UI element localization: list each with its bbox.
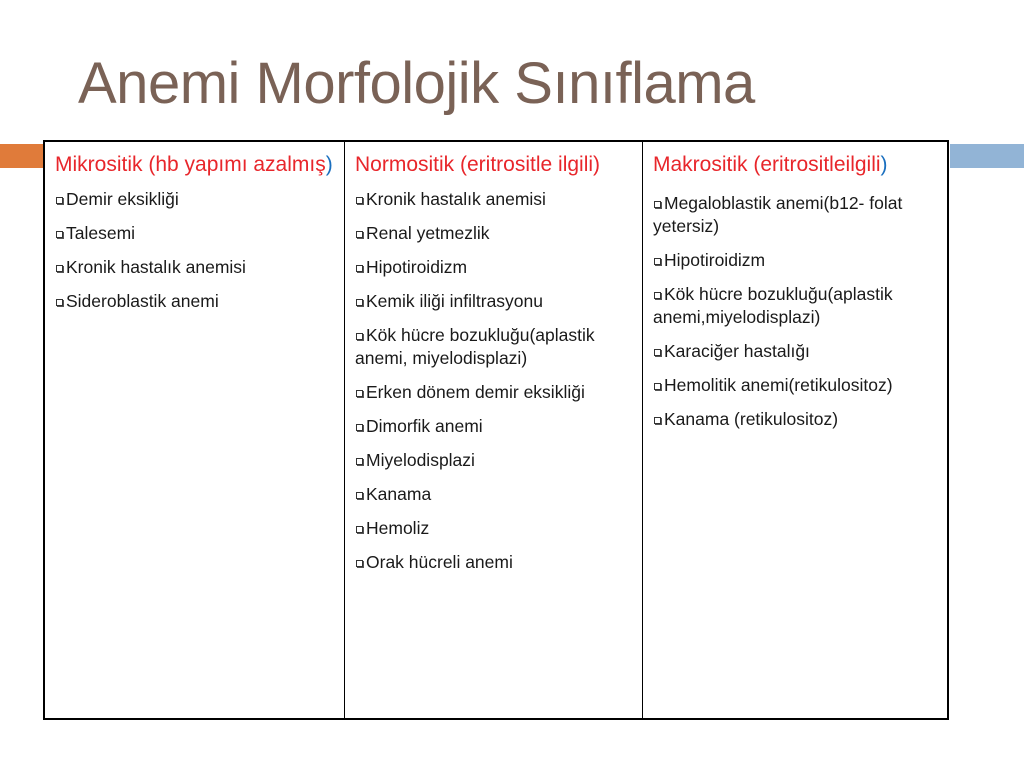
item-list	[653, 192, 939, 431]
list-item	[355, 290, 634, 313]
list-item-text: Hemoliz	[366, 518, 430, 538]
square-bullet-icon	[356, 390, 363, 397]
column-heading	[653, 150, 939, 180]
square-bullet-icon	[654, 292, 661, 299]
list-item-text: Kronik hastalık anemisi	[66, 257, 246, 277]
list-item-text: Kronik hastalık anemisi	[366, 189, 546, 209]
list-item-text: Demir eksikliği	[66, 189, 179, 209]
list-item-text: Erken dönem demir eksikliği	[366, 382, 585, 402]
list-item-text: Hemolitik anemi(retikulositoz)	[664, 375, 893, 395]
column-normositik	[345, 142, 643, 718]
square-bullet-icon	[356, 560, 363, 567]
list-item	[55, 256, 336, 279]
square-bullet-icon	[56, 231, 63, 238]
column-heading-paren: )	[325, 153, 333, 176]
list-item	[653, 249, 939, 272]
list-item	[355, 415, 634, 438]
column-heading-text: Makrositik (eritrositleilgili	[653, 153, 881, 176]
column-heading-text: Normositik (eritrositle ilgili)	[355, 153, 601, 176]
slide-title: Anemi Morfolojik Sınıflama	[78, 51, 755, 116]
square-bullet-icon	[356, 333, 363, 340]
square-bullet-icon	[56, 299, 63, 306]
list-item-text: Kemik iliği infiltrasyonu	[366, 291, 544, 311]
square-bullet-icon	[356, 424, 363, 431]
list-item	[355, 483, 634, 506]
decorative-band-right	[950, 144, 1024, 168]
column-heading-text: Mikrositik (hb yapımı azalmış	[55, 153, 326, 176]
list-item	[355, 381, 634, 404]
list-item-text: Karaciğer hastalığı	[664, 341, 810, 361]
square-bullet-icon	[654, 201, 661, 208]
list-item	[55, 188, 336, 211]
list-item	[355, 324, 634, 370]
list-item	[55, 290, 336, 313]
list-item-text: Hipotiroidizm	[366, 257, 468, 277]
list-item-text: Talesemi	[66, 223, 136, 243]
square-bullet-icon	[654, 417, 661, 424]
column-heading	[355, 150, 634, 180]
list-item-text: Dimorfik anemi	[366, 416, 483, 436]
list-item	[653, 374, 939, 397]
square-bullet-icon	[654, 383, 661, 390]
list-item	[355, 188, 634, 211]
item-list	[355, 188, 634, 574]
list-item	[653, 340, 939, 363]
square-bullet-icon	[356, 299, 363, 306]
column-mikrositik	[45, 142, 345, 718]
square-bullet-icon	[356, 526, 363, 533]
list-item-text: Hipotiroidizm	[664, 250, 766, 270]
list-item-text: Kök hücre bozukluğu(aplastik anemi,miyelodisplazi)	[653, 284, 893, 327]
list-item	[355, 256, 634, 279]
list-item	[653, 283, 939, 329]
list-item	[355, 222, 634, 245]
list-item-text: Miyelodisplazi	[366, 450, 475, 470]
list-item	[355, 551, 634, 574]
list-item	[653, 192, 939, 238]
list-item-text: Sideroblastik anemi	[66, 291, 219, 311]
square-bullet-icon	[654, 349, 661, 356]
column-heading-paren: )	[880, 153, 888, 176]
list-item-text: Kök hücre bozukluğu(aplastik anemi, miyelodisplazi)	[355, 325, 595, 368]
square-bullet-icon	[56, 265, 63, 272]
list-item-text: Renal yetmezlik	[366, 223, 490, 243]
list-item	[653, 408, 939, 431]
square-bullet-icon	[356, 458, 363, 465]
item-list	[55, 188, 336, 313]
column-makrositik	[643, 142, 947, 718]
column-heading	[55, 150, 336, 180]
list-item-text: Kanama	[366, 484, 432, 504]
list-item-text: Megaloblastik anemi(b12- folat yetersiz)	[653, 193, 903, 236]
square-bullet-icon	[356, 197, 363, 204]
square-bullet-icon	[356, 265, 363, 272]
classification-table	[43, 140, 949, 720]
square-bullet-icon	[356, 492, 363, 499]
square-bullet-icon	[356, 231, 363, 238]
square-bullet-icon	[654, 258, 661, 265]
square-bullet-icon	[56, 197, 63, 204]
list-item-text: Orak hücreli anemi	[366, 552, 513, 572]
list-item	[355, 517, 634, 540]
list-item	[55, 222, 336, 245]
list-item	[355, 449, 634, 472]
list-item-text: Kanama (retikulositoz)	[664, 409, 839, 429]
